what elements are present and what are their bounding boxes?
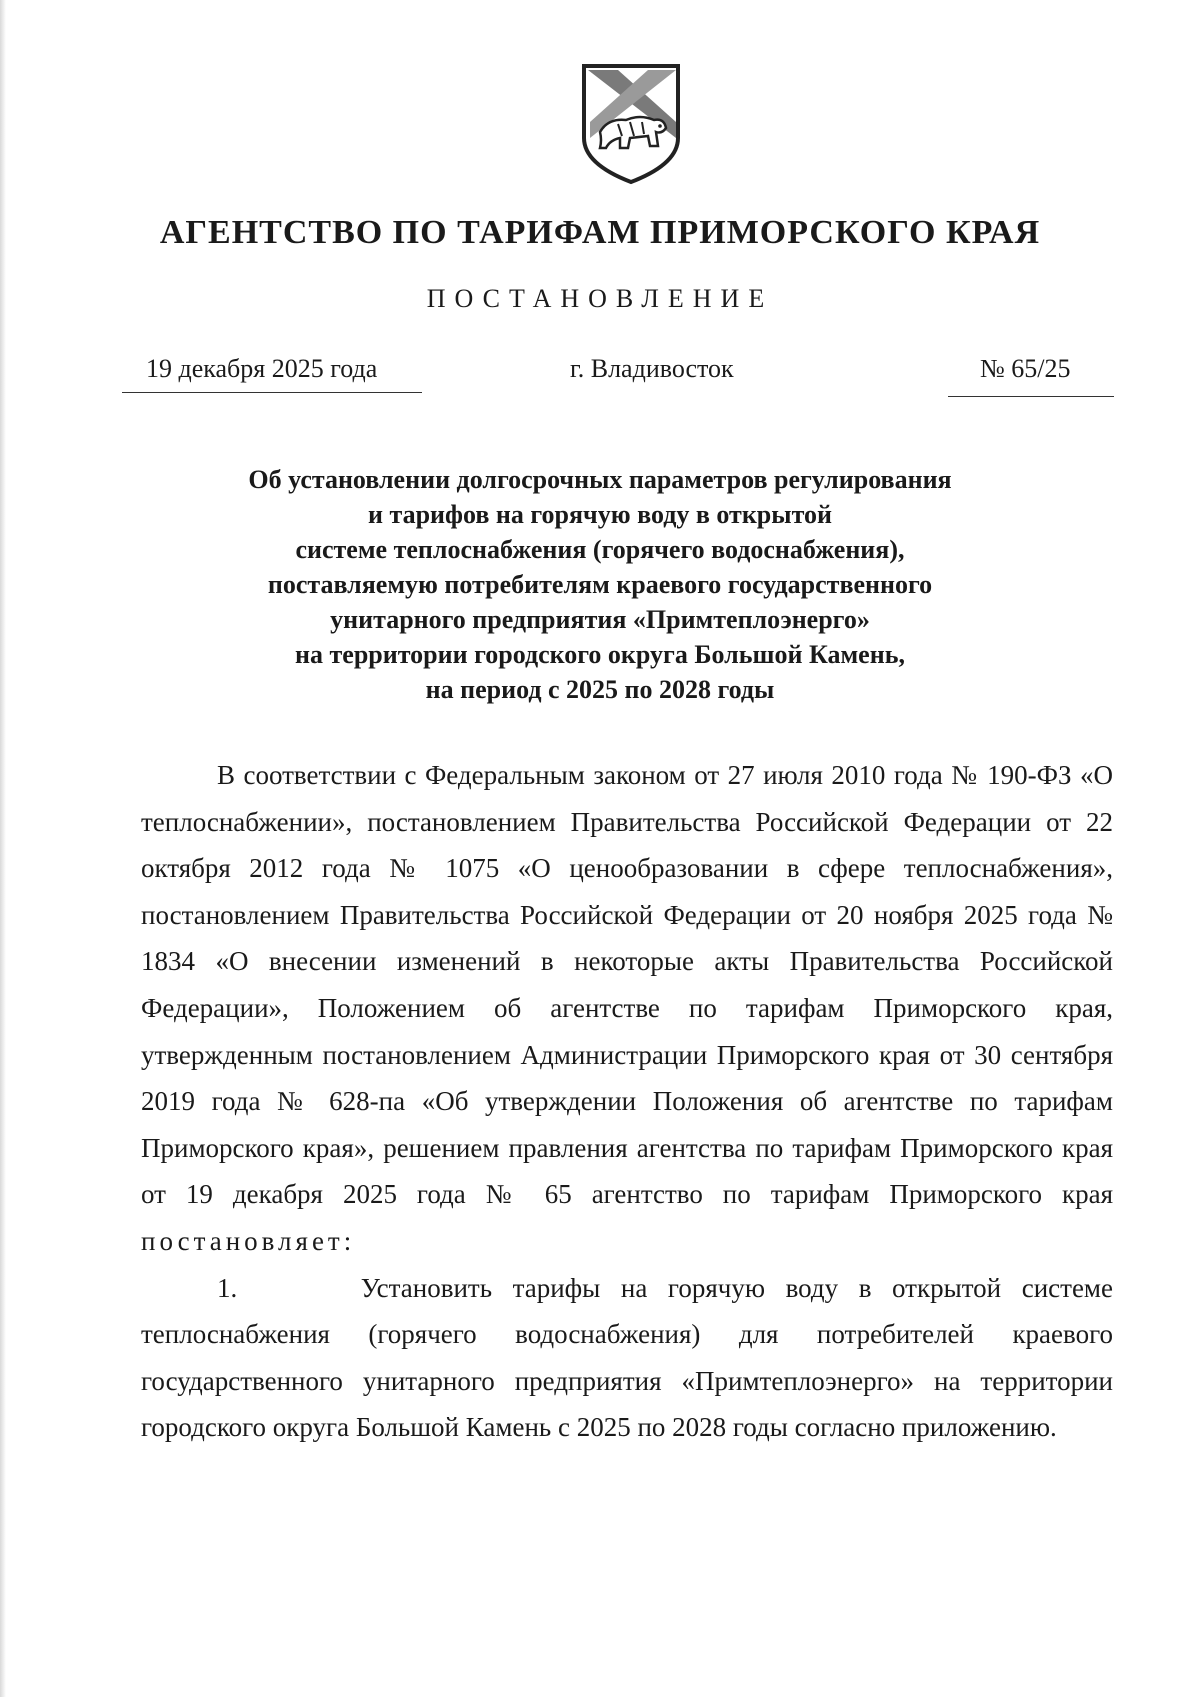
- title-line: Об установлении долгосрочных параметров регулирования: [248, 465, 952, 494]
- preamble-text: В соответствии с Федеральным законом от 27 июля 2010 года № 190-ФЗ «О теплоснабжении», постановлением Правительства Российской Федерации от 22 октября 2012 года № 1075 «О ценообразовании в сфере теплоснабжения», постановлением Правительства Российской Федерации от 20 ноября 2025 года № 1834 «О внесении изменений в некоторые акты Правительства Российской Федерации», Положением об агентстве по тарифам Приморского края, утвержденным постановлением Администрации Приморского края от 30 сентября 2019 года № 628-па «Об утверждении Положения об агентстве по тарифам Приморского края», решением правления агентства по тарифам Приморского края от 19 декабря 2025 года № 65 агентство по тарифам Приморского края: [141, 760, 1113, 1210]
- preamble-paragraph: [141, 752, 1113, 1265]
- title-line: унитарного предприятия «Примтеплоэнерго»: [330, 605, 870, 634]
- document-city: г. Владивосток: [570, 354, 734, 383]
- number-underline: [948, 396, 1114, 397]
- document-date: 19 декабря 2025 года: [146, 354, 378, 383]
- title-line: на период с 2025 по 2028 годы: [425, 675, 775, 704]
- coat-of-arms-icon: [578, 62, 684, 186]
- scan-edge-shadow: [0, 0, 6, 1697]
- document-body: [141, 752, 1113, 1451]
- title-line: на территории городского округа Большой Камень,: [295, 640, 905, 669]
- title-line: и тарифов на горячую воду в открытой: [368, 500, 832, 529]
- document-number: № 65/25: [980, 354, 1071, 383]
- item-1-paragraph: [141, 1265, 1113, 1451]
- resolve-word: постановляет:: [141, 1225, 356, 1256]
- item-1-number: 1.: [217, 1272, 238, 1303]
- document-type: ПОСТАНОВЛЕНИЕ: [426, 284, 774, 313]
- item-1-text: Установить тарифы на горячую воду в открытой системе теплоснабжения (горячего водоснабжения) для потребителей краевого государственного унитарного предприятия «Примтеплоэнерго» на территории городского округа Большой Камень с 2025 по 2028 годы согласно приложению.: [141, 1272, 1113, 1443]
- agency-name: АГЕНТСТВО ПО ТАРИФАМ ПРИМОРСКОГО КРАЯ: [159, 214, 1041, 251]
- document-title: [150, 462, 1050, 707]
- date-underline: [122, 392, 422, 393]
- title-line: поставляемую потребителям краевого государственного: [267, 570, 933, 599]
- title-line: системе теплоснабжения (горячего водоснабжения),: [295, 535, 905, 564]
